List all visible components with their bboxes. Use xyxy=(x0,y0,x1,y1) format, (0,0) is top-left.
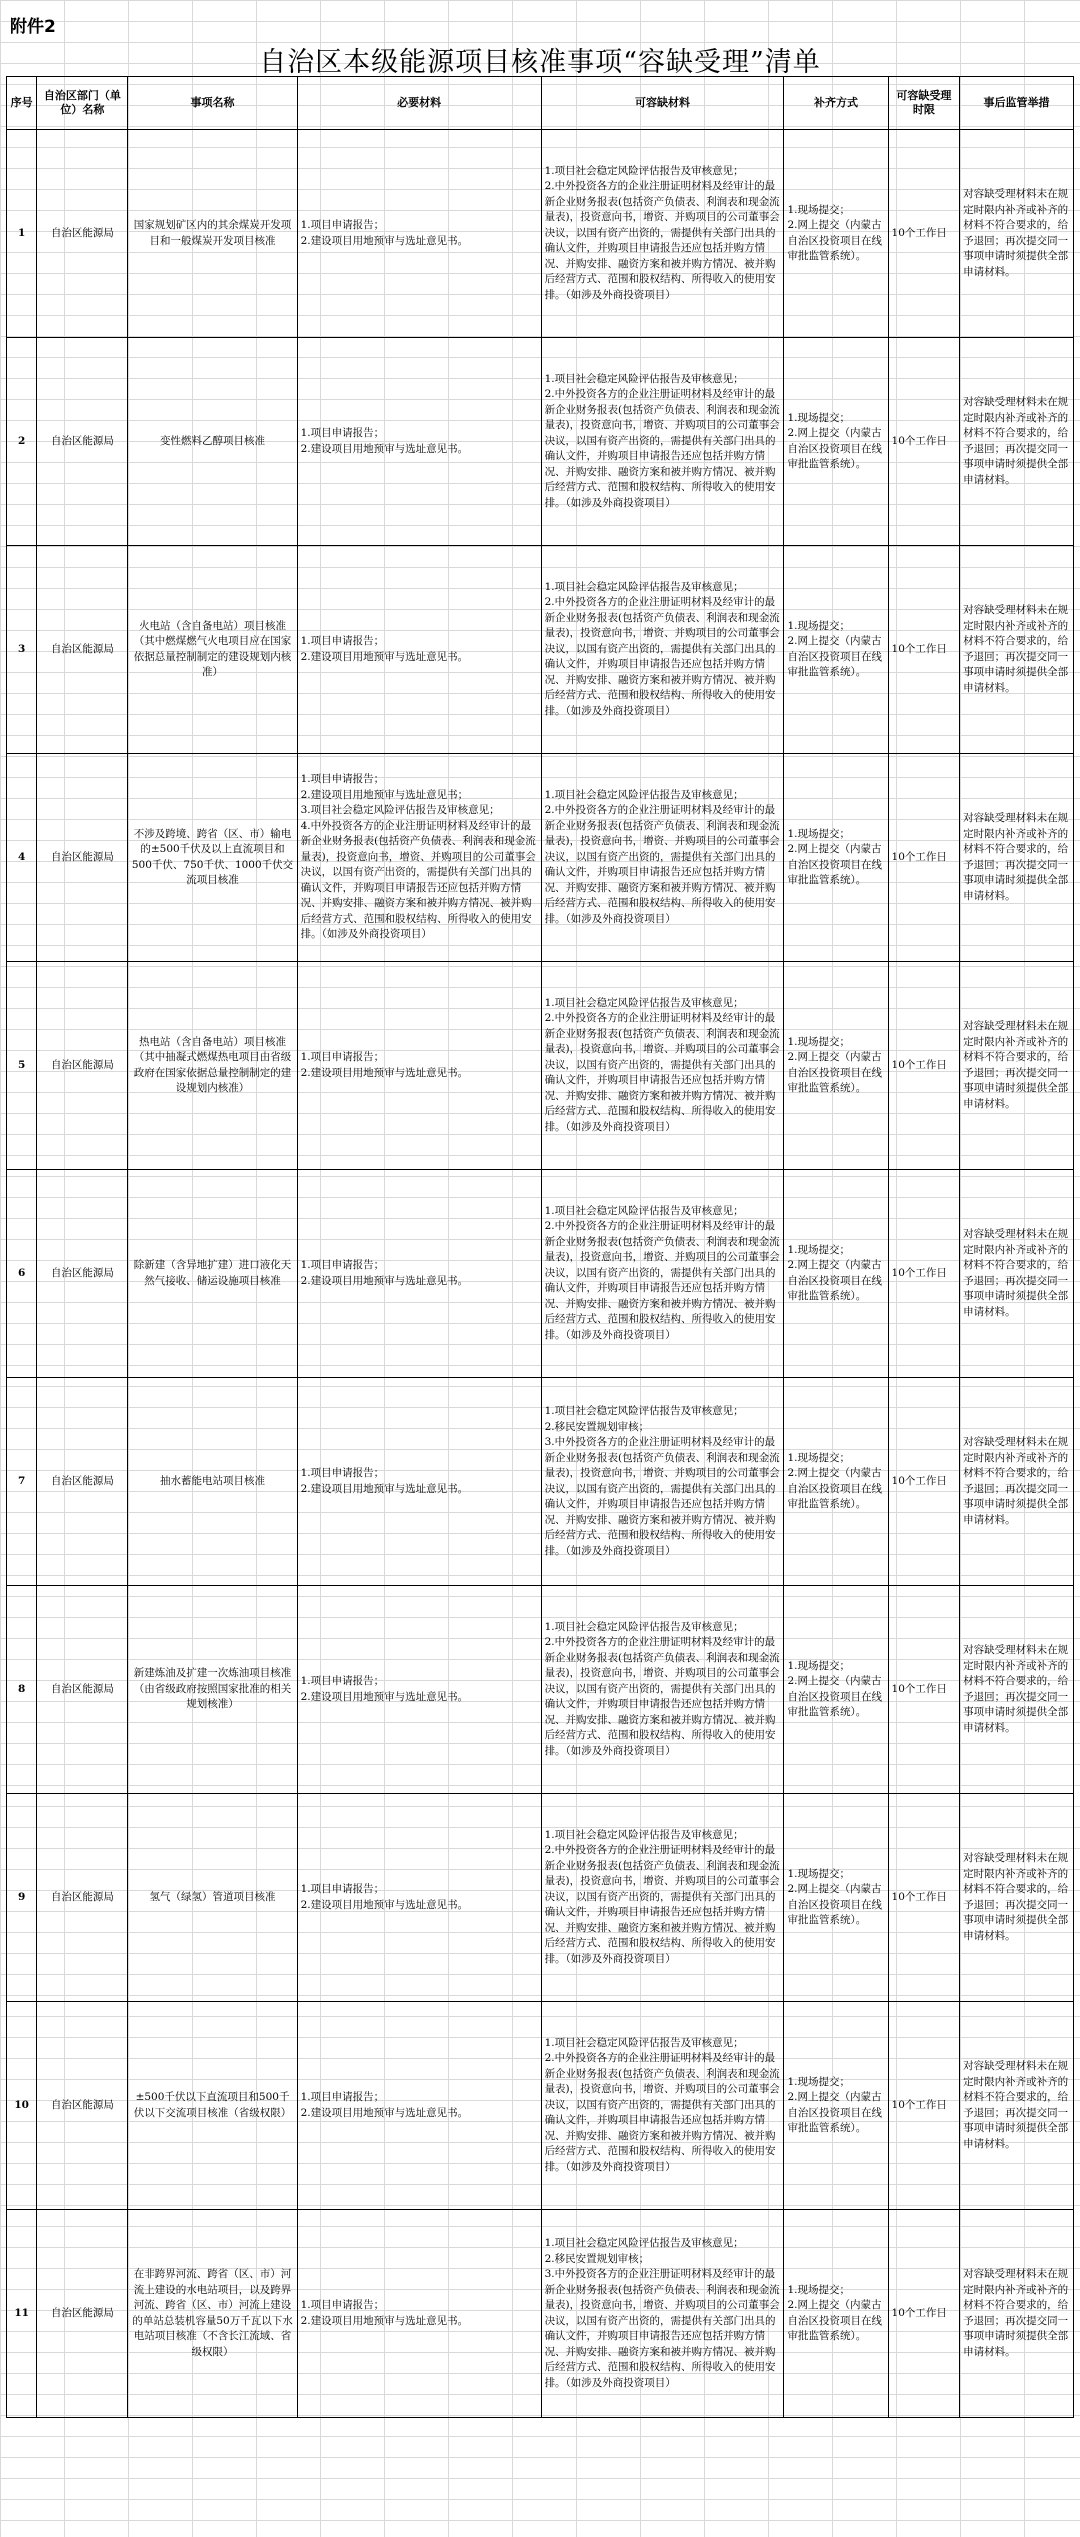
row-time-limit: 10个工作日 xyxy=(888,546,960,754)
table-row xyxy=(7,2002,1074,2210)
row-department: 自治区能源局 xyxy=(37,1586,128,1794)
table-row xyxy=(7,1794,1074,2002)
row-supplement-method: 1.现场提交； 2.网上提交（内蒙古自治区投资项目在线审批监管系统）。 xyxy=(784,1378,888,1586)
row-required-materials xyxy=(297,1170,541,1378)
required-material-item: 1.项目申请报告； xyxy=(300,2091,385,2103)
row-item-name: 氢气（绿氢）管道项目核准 xyxy=(128,1794,297,2002)
row-item-name: 热电站（含自备电站）项目核准（其中抽凝式燃煤热电项目由省级政府在国家依据总量控制制定的建设规划内核准） xyxy=(128,962,297,1170)
row-item-name: 不涉及跨境、跨省（区、市）输电的±500千伏及以上直流项目和500千伏、750千伏、1000千伏交流项目核准 xyxy=(128,754,297,962)
row-required-materials xyxy=(297,1378,541,1586)
required-material-item: 1.项目申请报告； xyxy=(300,635,385,647)
row-time-limit: 10个工作日 xyxy=(888,130,960,338)
row-department: 自治区能源局 xyxy=(37,2002,128,2210)
row-item-name: ±500千伏以下直流项目和500千伏以下交流项目核准（省级权限） xyxy=(128,2002,297,2210)
row-required-materials xyxy=(297,2002,541,2210)
row-supplement-method: 1.现场提交； 2.网上提交（内蒙古自治区投资项目在线审批监管系统）。 xyxy=(784,546,888,754)
row-supplement-method: 1.现场提交； 2.网上提交（内蒙古自治区投资项目在线审批监管系统）。 xyxy=(784,1586,888,1794)
row-department: 自治区能源局 xyxy=(37,338,128,546)
required-material-item: 1.项目申请报告； xyxy=(300,1675,385,1687)
row-item-name: 变性燃料乙醇项目核准 xyxy=(128,338,297,546)
header-row xyxy=(7,77,1074,130)
gridline xyxy=(0,2436,1080,2437)
row-required-materials xyxy=(297,338,541,546)
attachment-label: 附件2 xyxy=(10,17,56,37)
row-item-name: 国家规划矿区内的其余煤炭开发项目和一般煤炭开发项目核准 xyxy=(128,130,297,338)
row-time-limit: 10个工作日 xyxy=(888,1794,960,2002)
row-number: 1 xyxy=(7,130,37,338)
required-material-item: 1.项目申请报告； xyxy=(300,1467,385,1479)
row-number: 5 xyxy=(7,962,37,1170)
required-material-item: 2.建设项目用地预审与选址意见书。 xyxy=(300,1898,469,1911)
row-time-limit: 10个工作日 xyxy=(888,1378,960,1586)
row-deficiency-materials: 1.项目社会稳定风险评估报告及审核意见； 2.中外投资各方的企业注册证明材料及经审计的最新企业财务报表(包括资产负债表、利润表和现金流量表)，投资意向书，增资、并购项目的公司董事会决议，以国有资产出资的，需提供有关部门出具的确认文件，并购项目申请报告还应包括并购方情况、并购安排、融资方案和被并购方情况、被并购后经营方式、范围和股权结构、所得收入的使用安排。（如涉及外商投资项目） xyxy=(541,754,784,962)
row-supervision-measures: 对容缺受理材料未在规定时限内补齐或补齐的材料不符合要求的，给予退回；再次提交同一事项申请时须提供全部申请材料。 xyxy=(960,1378,1074,1586)
row-supervision-measures: 对容缺受理材料未在规定时限内补齐或补齐的材料不符合要求的，给予退回；再次提交同一事项申请时须提供全部申请材料。 xyxy=(960,546,1074,754)
row-time-limit: 10个工作日 xyxy=(888,2210,960,2418)
table-row xyxy=(7,1586,1074,1794)
row-supplement-method: 1.现场提交； 2.网上提交（内蒙古自治区投资项目在线审批监管系统）。 xyxy=(784,754,888,962)
row-number: 9 xyxy=(7,1794,37,2002)
gridline xyxy=(0,2478,1080,2479)
row-time-limit: 10个工作日 xyxy=(888,2002,960,2210)
required-material-item: 4.中外投资各方的企业注册证明材料及经审计的最新企业财务报表(包括资产负债表、利润表和现金流量表)，投资意向书，增资、并购项目的公司董事会决议，以国有资产出资的，需提供有关部门出具的确认文件，并购项目申请报告还应包括并购方情况、并购安排、融资方案和被并购方情况、被并购后经营方式、范围和股权结构、所得收入的使用安排。（如涉及外商投资项目） xyxy=(300,819,536,941)
row-item-name: 新建炼油及扩建一次炼油项目核准（由省级政府按照国家批准的相关规划核准） xyxy=(128,1586,297,1794)
row-department: 自治区能源局 xyxy=(37,1378,128,1586)
required-material-item: 2.建设项目用地预审与选址意见书。 xyxy=(300,1690,469,1703)
row-time-limit: 10个工作日 xyxy=(888,754,960,962)
required-material-item: 2.建设项目用地预审与选址意见书。 xyxy=(300,1274,469,1287)
header-no: 序号 xyxy=(7,77,37,130)
required-material-item: 2.建设项目用地预审与选址意见书。 xyxy=(300,2314,469,2327)
gridline xyxy=(0,2457,1080,2458)
row-number: 8 xyxy=(7,1586,37,1794)
row-required-materials xyxy=(297,1586,541,1794)
row-supervision-measures: 对容缺受理材料未在规定时限内补齐或补齐的材料不符合要求的，给予退回；再次提交同一事项申请时须提供全部申请材料。 xyxy=(960,130,1074,338)
gridline xyxy=(0,21,1080,22)
required-material-item: 1.项目申请报告； xyxy=(300,219,385,231)
row-item-name: 抽水蓄能电站项目核准 xyxy=(128,1378,297,1586)
row-supplement-method: 1.现场提交； 2.网上提交（内蒙古自治区投资项目在线审批监管系统）。 xyxy=(784,338,888,546)
row-supervision-measures: 对容缺受理材料未在规定时限内补齐或补齐的材料不符合要求的，给予退回；再次提交同一事项申请时须提供全部申请材料。 xyxy=(960,2210,1074,2418)
required-material-item: 3.项目社会稳定风险评估报告及审核意见； xyxy=(300,804,500,817)
table-row xyxy=(7,1170,1074,1378)
row-supplement-method: 1.现场提交； 2.网上提交（内蒙古自治区投资项目在线审批监管系统）。 xyxy=(784,2210,888,2418)
row-supervision-measures: 对容缺受理材料未在规定时限内补齐或补齐的材料不符合要求的，给予退回；再次提交同一事项申请时须提供全部申请材料。 xyxy=(960,1170,1074,1378)
row-department: 自治区能源局 xyxy=(37,546,128,754)
required-material-item: 2.建设项目用地预审与选址意见书。 xyxy=(300,234,469,247)
row-item-name: 火电站（含自备电站）项目核准（其中燃煤燃气火电项目应在国家依据总量控制制定的建设规划内核准） xyxy=(128,546,297,754)
row-deficiency-materials: 1.项目社会稳定风险评估报告及审核意见； 2.中外投资各方的企业注册证明材料及经审计的最新企业财务报表(包括资产负债表、利润表和现金流量表)，投资意向书，增资、并购项目的公司董事会决议，以国有资产出资的，需提供有关部门出具的确认文件，并购项目申请报告还应包括并购方情况、并购安排、融资方案和被并购方情况、被并购后经营方式、范围和股权结构、所得收入的使用安排。（如涉及外商投资项目） xyxy=(541,962,784,1170)
row-department: 自治区能源局 xyxy=(37,754,128,962)
row-deficiency-materials: 1.项目社会稳定风险评估报告及审核意见； 2.中外投资各方的企业注册证明材料及经审计的最新企业财务报表(包括资产负债表、利润表和现金流量表)，投资意向书，增资、并购项目的公司董事会决议，以国有资产出资的，需提供有关部门出具的确认文件，并购项目申请报告还应包括并购方情况、并购安排、融资方案和被并购方情况、被并购后经营方式、范围和股权结构、所得收入的使用安排。（如涉及外商投资项目） xyxy=(541,1794,784,2002)
row-supervision-measures: 对容缺受理材料未在规定时限内补齐或补齐的材料不符合要求的，给予退回；再次提交同一事项申请时须提供全部申请材料。 xyxy=(960,2002,1074,2210)
row-required-materials xyxy=(297,962,541,1170)
row-supplement-method: 1.现场提交； 2.网上提交（内蒙古自治区投资项目在线审批监管系统）。 xyxy=(784,2002,888,2210)
table-row xyxy=(7,962,1074,1170)
required-material-item: 1.项目申请报告； xyxy=(300,1259,385,1271)
header-period: 可容缺受理时限 xyxy=(888,77,960,130)
header-item: 事项名称 xyxy=(128,77,297,130)
row-department: 自治区能源局 xyxy=(37,1794,128,2002)
required-material-item: 2.建设项目用地预审与选址意见书。 xyxy=(300,2106,469,2119)
row-supervision-measures: 对容缺受理材料未在规定时限内补齐或补齐的材料不符合要求的，给予退回；再次提交同一事项申请时须提供全部申请材料。 xyxy=(960,754,1074,962)
row-supplement-method: 1.现场提交； 2.网上提交（内蒙古自治区投资项目在线审批监管系统）。 xyxy=(784,1170,888,1378)
required-material-item: 1.项目申请报告； xyxy=(300,1051,385,1063)
header-dept: 自治区部门（单位）名称 xyxy=(37,77,128,130)
row-department: 自治区能源局 xyxy=(37,2210,128,2418)
row-number: 10 xyxy=(7,2002,37,2210)
row-number: 4 xyxy=(7,754,37,962)
row-time-limit: 10个工作日 xyxy=(888,1586,960,1794)
row-deficiency-materials: 1.项目社会稳定风险评估报告及审核意见； 2.中外投资各方的企业注册证明材料及经审计的最新企业财务报表(包括资产负债表、利润表和现金流量表)，投资意向书，增资、并购项目的公司董事会决议，以国有资产出资的，需提供有关部门出具的确认文件，并购项目申请报告还应包括并购方情况、并购安排、融资方案和被并购方情况、被并购后经营方式、范围和股权结构、所得收入的使用安排。（如涉及外商投资项目） xyxy=(541,2002,784,2210)
row-supervision-measures: 对容缺受理材料未在规定时限内补齐或补齐的材料不符合要求的，给予退回；再次提交同一事项申请时须提供全部申请材料。 xyxy=(960,1794,1074,2002)
row-number: 3 xyxy=(7,546,37,754)
gridline xyxy=(0,0,1,2537)
header-required: 必要材料 xyxy=(297,77,541,130)
row-deficiency-materials: 1.项目社会稳定风险评估报告及审核意见； 2.移民安置规划审核； 3.中外投资各方的企业注册证明材料及经审计的最新企业财务报表(包括资产负债表、利润表和现金流量表)，投资意向书，增资、并购项目的公司董事会决议，以国有资产出资的，需提供有关部门出具的确认文件，并购项目申请报告还应包括并购方情况、并购安排、融资方案和被并购方情况、被并购后经营方式、范围和股权结构、所得收入的使用安排。（如涉及外商投资项目） xyxy=(541,2210,784,2418)
row-department: 自治区能源局 xyxy=(37,962,128,1170)
row-number: 2 xyxy=(7,338,37,546)
table-row xyxy=(7,130,1074,338)
row-number: 11 xyxy=(7,2210,37,2418)
required-material-item: 2.建设项目用地预审与选址意见书。 xyxy=(300,442,469,455)
required-material-item: 1.项目申请报告； xyxy=(300,427,385,439)
row-supervision-measures: 对容缺受理材料未在规定时限内补齐或补齐的材料不符合要求的，给予退回；再次提交同一事项申请时须提供全部申请材料。 xyxy=(960,1586,1074,1794)
row-department: 自治区能源局 xyxy=(37,1170,128,1378)
header-supervision: 事后监管举措 xyxy=(960,77,1074,130)
gridline xyxy=(0,0,1080,1)
row-required-materials xyxy=(297,2210,541,2418)
row-item-name: 除新建（含异地扩建）进口液化天然气接收、储运设施项目核准 xyxy=(128,1170,297,1378)
row-supervision-measures: 对容缺受理材料未在规定时限内补齐或补齐的材料不符合要求的，给予退回；再次提交同一事项申请时须提供全部申请材料。 xyxy=(960,338,1074,546)
row-required-materials xyxy=(297,754,541,962)
header-supplement: 补齐方式 xyxy=(784,77,888,130)
header-deficiency: 可容缺材料 xyxy=(541,77,784,130)
table-row xyxy=(7,546,1074,754)
table-row xyxy=(7,1378,1074,1586)
gridline xyxy=(0,2520,1080,2521)
row-deficiency-materials: 1.项目社会稳定风险评估报告及审核意见； 2.中外投资各方的企业注册证明材料及经审计的最新企业财务报表(包括资产负债表、利润表和现金流量表)，投资意向书，增资、并购项目的公司董事会决议，以国有资产出资的，需提供有关部门出具的确认文件，并购项目申请报告还应包括并购方情况、并购安排、融资方案和被并购方情况、被并购后经营方式、范围和股权结构、所得收入的使用安排。（如涉及外商投资项目） xyxy=(541,546,784,754)
table-row xyxy=(7,2210,1074,2418)
required-material-item: 1.项目申请报告； xyxy=(300,773,385,786)
required-material-item: 2.建设项目用地预审与选址意见书。 xyxy=(300,1482,469,1495)
row-required-materials xyxy=(297,1794,541,2002)
row-department: 自治区能源局 xyxy=(37,130,128,338)
row-deficiency-materials: 1.项目社会稳定风险评估报告及审核意见； 2.中外投资各方的企业注册证明材料及经审计的最新企业财务报表(包括资产负债表、利润表和现金流量表)，投资意向书，增资、并购项目的公司董事会决议，以国有资产出资的，需提供有关部门出具的确认文件，并购项目申请报告还应包括并购方情况、并购安排、融资方案和被并购方情况、被并购后经营方式、范围和股权结构、所得收入的使用安排。（如涉及外商投资项目） xyxy=(541,338,784,546)
row-supplement-method: 1.现场提交； 2.网上提交（内蒙古自治区投资项目在线审批监管系统）。 xyxy=(784,1794,888,2002)
row-deficiency-materials: 1.项目社会稳定风险评估报告及审核意见； 2.中外投资各方的企业注册证明材料及经审计的最新企业财务报表(包括资产负债表、利润表和现金流量表)，投资意向书，增资、并购项目的公司董事会决议，以国有资产出资的，需提供有关部门出具的确认文件，并购项目申请报告还应包括并购方情况、并购安排、融资方案和被并购方情况、被并购后经营方式、范围和股权结构、所得收入的使用安排。（如涉及外商投资项目） xyxy=(541,1170,784,1378)
document-title: 自治区本级能源项目核准事项“容缺受理”清单 xyxy=(259,47,821,78)
required-material-item: 2.建设项目用地预审与选址意见书。 xyxy=(300,650,469,663)
gridline xyxy=(0,2499,1080,2500)
required-material-item: 1.项目申请报告； xyxy=(300,1883,385,1895)
row-number: 6 xyxy=(7,1170,37,1378)
row-deficiency-materials: 1.项目社会稳定风险评估报告及审核意见； 2.中外投资各方的企业注册证明材料及经审计的最新企业财务报表(包括资产负债表、利润表和现金流量表)，投资意向书，增资、并购项目的公司董事会决议，以国有资产出资的，需提供有关部门出具的确认文件，并购项目申请报告还应包括并购方情况、并购安排、融资方案和被并购方情况、被并购后经营方式、范围和股权结构、所得收入的使用安排。（如涉及外商投资项目） xyxy=(541,130,784,338)
row-deficiency-materials: 1.项目社会稳定风险评估报告及审核意见； 2.移民安置规划审核； 3.中外投资各方的企业注册证明材料及经审计的最新企业财务报表(包括资产负债表、利润表和现金流量表)，投资意向书，增资、并购项目的公司董事会决议，以国有资产出资的，需提供有关部门出具的确认文件，并购项目申请报告还应包括并购方情况、并购安排、融资方案和被并购方情况、被并购后经营方式、范围和股权结构、所得收入的使用安排。（如涉及外商投资项目） xyxy=(541,1378,784,1586)
row-time-limit: 10个工作日 xyxy=(888,962,960,1170)
row-item-name: 在非跨界河流、跨省（区、市）河流上建设的水电站项目，以及跨界河流、跨省（区、市）河流上建设的单站总装机容量50万千瓦以下水电站项目核准（不含长江流域、省级权限） xyxy=(128,2210,297,2418)
row-number: 7 xyxy=(7,1378,37,1586)
required-material-item: 2.建设项目用地预审与选址意见书。 xyxy=(300,1066,469,1079)
required-material-item: 1.项目申请报告； xyxy=(300,2299,385,2311)
row-time-limit: 10个工作日 xyxy=(888,338,960,546)
row-time-limit: 10个工作日 xyxy=(888,1170,960,1378)
row-required-materials xyxy=(297,130,541,338)
table-row xyxy=(7,754,1074,962)
row-supplement-method: 1.现场提交； 2.网上提交（内蒙古自治区投资项目在线审批监管系统）。 xyxy=(784,130,888,338)
row-deficiency-materials: 1.项目社会稳定风险评估报告及审核意见； 2.中外投资各方的企业注册证明材料及经审计的最新企业财务报表(包括资产负债表、利润表和现金流量表)，投资意向书，增资、并购项目的公司董事会决议，以国有资产出资的，需提供有关部门出具的确认文件，并购项目申请报告还应包括并购方情况、并购安排、融资方案和被并购方情况、被并购后经营方式、范围和股权结构、所得收入的使用安排。（如涉及外商投资项目） xyxy=(541,1586,784,1794)
row-supervision-measures: 对容缺受理材料未在规定时限内补齐或补齐的材料不符合要求的，给予退回；再次提交同一事项申请时须提供全部申请材料。 xyxy=(960,962,1074,1170)
table-row xyxy=(7,338,1074,546)
required-material-item: 2.建设项目用地预审与选址意见书； xyxy=(300,788,469,801)
row-supplement-method: 1.现场提交； 2.网上提交（内蒙古自治区投资项目在线审批监管系统）。 xyxy=(784,962,888,1170)
item-list-table xyxy=(6,76,1074,2418)
row-required-materials xyxy=(297,546,541,754)
